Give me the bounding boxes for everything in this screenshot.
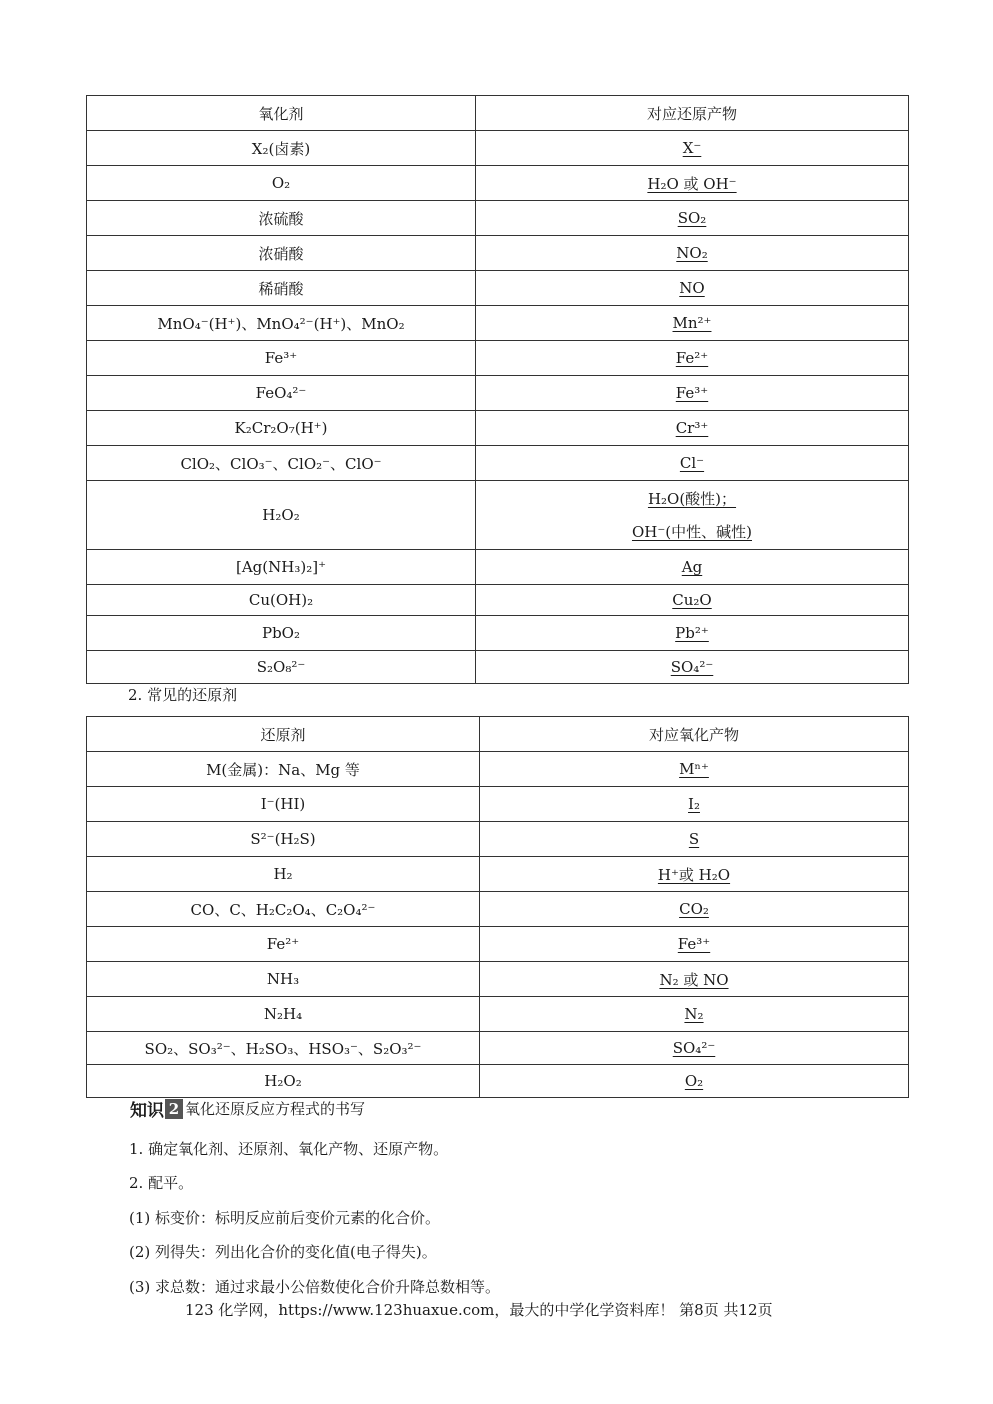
answer-text: I₂	[688, 795, 700, 813]
answer-text: Mn²⁺	[672, 314, 712, 332]
answer-text: N₂ 或 NO	[659, 970, 729, 989]
reagent-cell: [Ag(NH₃)₂]⁺	[87, 550, 476, 585]
reagent-cell: K₂Cr₂O₇(H⁺)	[87, 411, 476, 446]
table-row	[87, 341, 909, 376]
product-cell	[480, 927, 909, 962]
step-line: (3) 求总数：通过求最小公倍数使化合价升降总数相等。	[129, 1278, 501, 1296]
table-row	[87, 962, 909, 997]
step-line: (2) 列得失：列出化合价的变化值(电子得失)。	[129, 1243, 437, 1261]
reagent-cell: I⁻(HI)	[87, 787, 480, 822]
product-cell	[480, 857, 909, 892]
answer-text: Pb²⁺	[675, 624, 709, 642]
table-row	[87, 481, 909, 550]
oxidizer-table	[86, 95, 909, 684]
section2-title: 2. 常见的还原剂	[128, 686, 238, 704]
table-row	[87, 411, 909, 446]
reducer-table	[86, 716, 909, 1098]
step-line: 1. 确定氧化剂、还原剂、氧化产物、还原产物。	[129, 1140, 449, 1158]
table-row	[87, 787, 909, 822]
table-row	[87, 166, 909, 201]
table-row	[87, 927, 909, 962]
answer-text: X⁻	[682, 139, 702, 157]
knowledge-number: 2	[165, 1099, 183, 1119]
reagent-cell: FeO₄²⁻	[87, 376, 476, 411]
reagent-cell: SO₂、SO₃²⁻、H₂SO₃、HSO₃⁻、S₂O₃²⁻	[87, 1032, 480, 1065]
reagent-cell: NH₃	[87, 962, 480, 997]
answer-text: SO₂	[677, 209, 707, 227]
answer-text: S	[688, 830, 700, 848]
table-row	[87, 236, 909, 271]
reagent-cell: H₂O₂	[87, 1065, 480, 1098]
answer-text: Fe³⁺	[675, 384, 709, 402]
answer-text: Cu₂O	[672, 591, 712, 609]
reagent-cell: S₂O₈²⁻	[87, 651, 476, 684]
answer-text: SO₄²⁻	[672, 1039, 716, 1057]
knowledge-badge: 知识	[130, 1101, 164, 1121]
answer-text: H⁺或 H₂O	[657, 865, 731, 884]
product-cell	[480, 892, 909, 927]
answer-text: CO₂	[679, 900, 709, 918]
reagent-cell: H₂O₂	[87, 481, 476, 550]
step-line: 2. 配平。	[129, 1174, 194, 1192]
reagent-cell: X₂(卤素)	[87, 131, 476, 166]
answer-text: Fe³⁺	[677, 935, 711, 953]
reagent-cell: 浓硫酸	[87, 201, 476, 236]
product-cell	[476, 651, 909, 684]
knowledge-title: 氧化还原反应方程式的书写	[185, 1100, 366, 1118]
table-row	[87, 752, 909, 787]
reagent-cell: Fe²⁺	[87, 927, 480, 962]
table-header-cell: 还原剂	[87, 717, 480, 752]
reagent-cell: PbO₂	[87, 616, 476, 651]
table-row	[87, 1065, 909, 1098]
table-row	[87, 616, 909, 651]
table-row	[87, 585, 909, 616]
product-cell	[476, 585, 909, 616]
product-cell	[476, 411, 909, 446]
reagent-cell: 稀硝酸	[87, 271, 476, 306]
product-cell	[476, 271, 909, 306]
reagent-cell: N₂H₄	[87, 997, 480, 1032]
answer-text: Cr³⁺	[675, 419, 709, 437]
answer-text: OH⁻(中性、碱性)	[631, 523, 752, 541]
table-header-cell: 对应氧化产物	[480, 717, 909, 752]
product-cell	[480, 822, 909, 857]
answer-text: NO₂	[676, 244, 708, 262]
table-row	[87, 822, 909, 857]
answer-text: Fe²⁺	[675, 349, 709, 367]
answer-text: Ag	[681, 558, 703, 576]
table-row	[87, 271, 909, 306]
product-cell	[476, 616, 909, 651]
product-cell	[476, 131, 909, 166]
product-cell	[480, 1065, 909, 1098]
reagent-cell: 浓硝酸	[87, 236, 476, 271]
answer-text: SO₄²⁻	[670, 658, 714, 676]
answer-text: H₂O 或 OH⁻	[647, 174, 737, 193]
table-row	[87, 376, 909, 411]
table-row	[87, 892, 909, 927]
table-row	[87, 446, 909, 481]
answer-text: NO	[679, 279, 705, 297]
product-cell	[476, 306, 909, 341]
table-row	[87, 1032, 909, 1065]
product-cell	[476, 550, 909, 585]
reagent-cell: H₂	[87, 857, 480, 892]
reagent-cell: M(金属)：Na、Mg 等	[87, 752, 480, 787]
product-cell	[476, 166, 909, 201]
table-row	[87, 201, 909, 236]
table-row	[87, 306, 909, 341]
reagent-cell: O₂	[87, 166, 476, 201]
answer-text: O₂	[684, 1072, 704, 1090]
product-cell	[480, 997, 909, 1032]
step-line: (1) 标变价：标明反应前后变价元素的化合价。	[129, 1209, 441, 1227]
reagent-cell: S²⁻(H₂S)	[87, 822, 480, 857]
page-footer: 123 化学网，https://www.123huaxue.com，最大的中学化学资料库！ 第8页 共12页	[185, 1301, 773, 1319]
answer-text: N₂	[684, 1005, 704, 1023]
answer-text: Mⁿ⁺	[679, 760, 709, 778]
reagent-cell: CO、C、H₂C₂O₄、C₂O₄²⁻	[87, 892, 480, 927]
table-header-cell: 对应还原产物	[476, 96, 909, 131]
product-cell	[480, 1032, 909, 1065]
table-row	[87, 651, 909, 684]
reagent-cell: Fe³⁺	[87, 341, 476, 376]
reagent-cell: MnO₄⁻(H⁺)、MnO₄²⁻(H⁺)、MnO₂	[87, 306, 476, 341]
product-cell	[476, 481, 909, 550]
table-header-cell: 氧化剂	[87, 96, 476, 131]
table-row	[87, 131, 909, 166]
product-cell	[476, 236, 909, 271]
product-cell	[480, 787, 909, 822]
product-cell	[476, 341, 909, 376]
answer-text: Cl⁻	[679, 454, 705, 472]
knowledge2-heading	[130, 1096, 365, 1121]
answer-text: H₂O(酸性)；	[647, 490, 737, 508]
reagent-cell: ClO₂、ClO₃⁻、ClO₂⁻、ClO⁻	[87, 446, 476, 481]
product-cell	[480, 962, 909, 997]
product-cell	[480, 752, 909, 787]
product-cell	[476, 446, 909, 481]
table-row	[87, 550, 909, 585]
product-cell	[476, 376, 909, 411]
reagent-cell: Cu(OH)₂	[87, 585, 476, 616]
product-cell	[476, 201, 909, 236]
table-row	[87, 857, 909, 892]
table-row	[87, 997, 909, 1032]
